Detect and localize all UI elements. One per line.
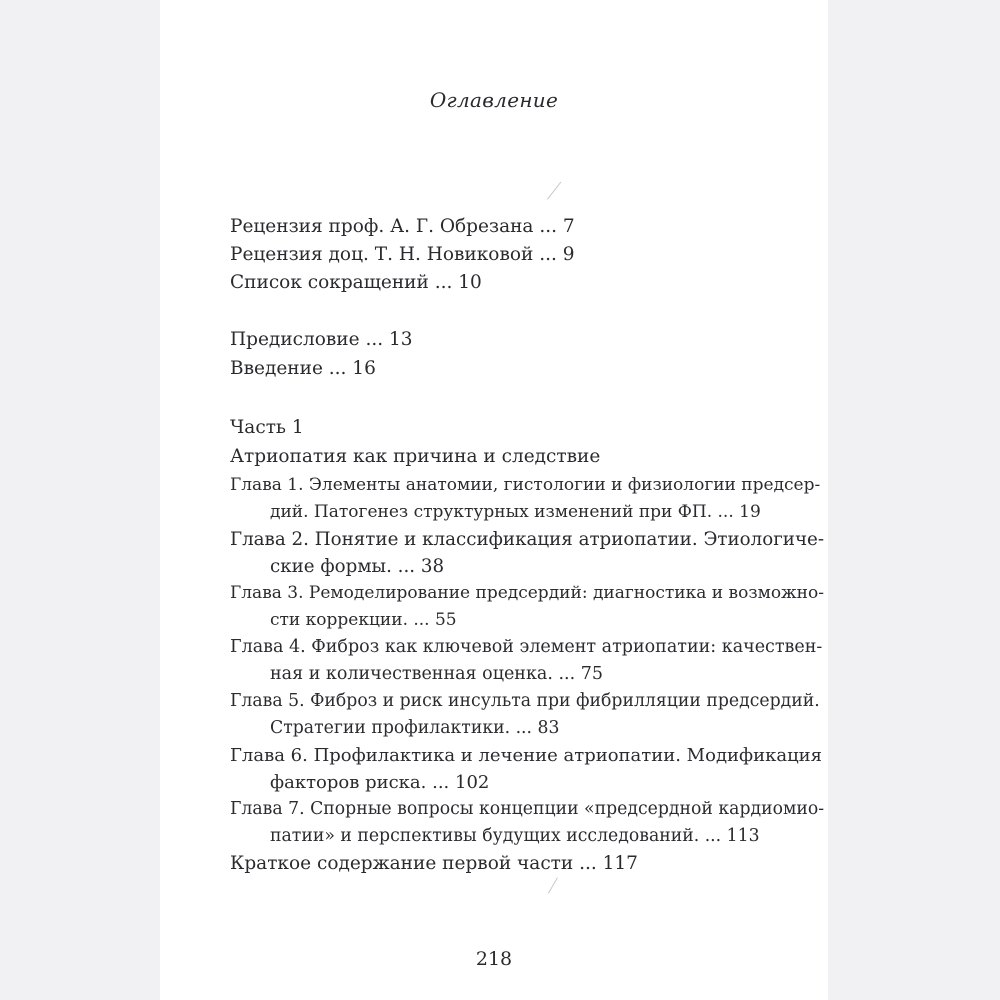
toc-title: Оглавление [429,88,559,112]
chapter-line: Глава 4. Фиброз как ключевой элемент атриопатии: качествен- [230,637,823,657]
page-number: 218 [475,948,513,970]
part-title: Атриопатия как причина и следствие [230,446,601,467]
chapter-line-continued: ная и количественная оценка. ... 75 [270,664,603,684]
chapter-line: Глава 5. Фиброз и риск инсульта при фибрилляции предсердий. [230,691,820,711]
toc-chapter-4 [230,634,822,688]
chapter-line-continued: факторов риска. ... 102 [270,772,490,793]
toc-chapter-6 [230,742,822,796]
toc-entry-abbreviations: Список сокращений ... 10 [230,272,482,293]
toc-chapter-7 [230,796,824,850]
toc-entry-review-novikova: Рецензия доц. Т. Н. Новиковой ... 9 [230,244,575,265]
chapter-line-continued: Стратегии профилактики. ... 83 [270,718,560,738]
chapter-line: Глава 2. Понятие и классификация атриопатии. Этиологиче- [230,529,824,550]
page-edge-background [828,0,1000,1000]
chapter-line-continued: патии» и перспективы будущих исследований. ... 113 [270,826,760,846]
chapter-line: Глава 3. Ремоделирование предсердий: диагностика и возможно- [230,583,824,603]
toc-chapter-2 [230,526,824,580]
chapter-line-continued: сти коррекции. ... 55 [270,610,457,630]
toc-chapter-3 [230,580,824,634]
toc-entry-introduction: Введение ... 16 [230,358,376,379]
chapter-line: Глава 1. Элементы анатомии, гистологии и физиологии предсер- [230,475,821,495]
toc-chapter-5 [230,688,820,742]
toc-chapter-1 [230,472,820,526]
toc-entry-preface: Предисловие ... 13 [230,329,413,350]
chapter-line: Глава 7. Спорные вопросы концепции «предсердной кардиомио- [230,799,825,819]
part-label: Часть 1 [230,417,304,438]
toc-entry-review-obrezan: Рецензия проф. А. Г. Обрезана ... 7 [230,216,575,237]
toc-entry-part-summary: Краткое содержание первой части ... 117 [230,853,638,874]
chapter-line-continued: дий. Патогенез структурных изменений при ФП. ... 19 [270,502,761,522]
chapter-line-continued: ские формы. ... 38 [270,556,445,577]
chapter-line: Глава 6. Профилактика и лечение атриопатии. Модификация [230,745,823,766]
